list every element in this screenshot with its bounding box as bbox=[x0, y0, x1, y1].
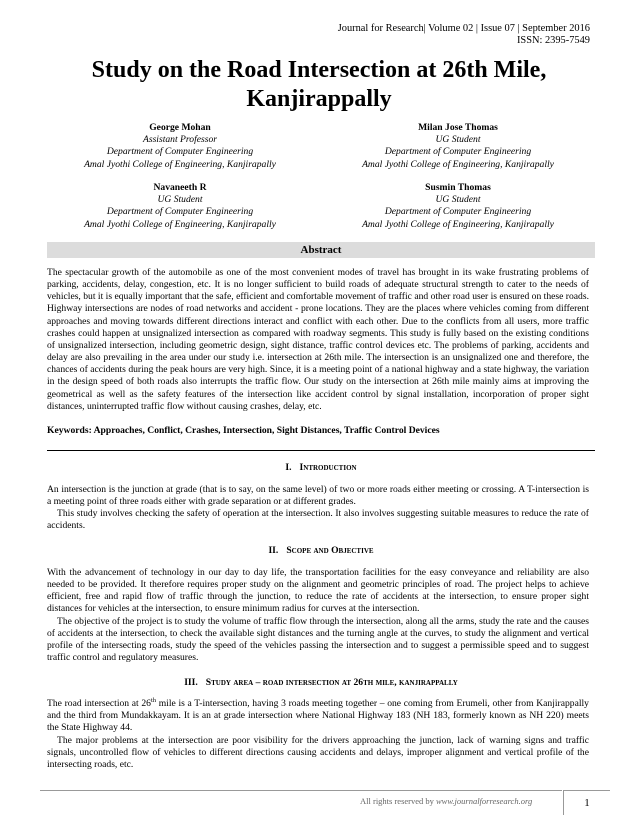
author-college: Amal Jyothi College of Engineering, Kanjirapally bbox=[84, 218, 276, 230]
footer-text: All rights reserved by bbox=[360, 796, 437, 806]
divider bbox=[47, 450, 595, 451]
keywords: Keywords: Approaches, Conflict, Crashes, Intersection, Sight Distances, Traffic Control Devices bbox=[47, 425, 440, 436]
section-heading bbox=[47, 545, 595, 557]
section-title: Introduction bbox=[299, 462, 357, 473]
author-dept: Department of Computer Engineering bbox=[384, 206, 532, 218]
author-name: Susmin Thomas bbox=[425, 182, 491, 193]
paragraph-text: mile is a T-intersection, having 3 roads meeting together – one coming from Erumeli, other from Kanjirappally and the third from Mundakkayam. It is an at grade intersection where National Highway 183 (NH 183, formerly known as NH 220) meets the State Highway 44. bbox=[47, 698, 589, 734]
author-name: Navaneeth R bbox=[153, 182, 207, 193]
author-role: Assistant Professor bbox=[142, 134, 217, 146]
section-number: III. bbox=[184, 677, 198, 688]
author-role: UG Student bbox=[435, 134, 481, 146]
author-role: UG Student bbox=[435, 194, 481, 206]
author-block bbox=[308, 122, 608, 171]
paragraph: With the advancement of technology in our day to day life, the transportation facilities for the easy conveyance and reliability are also needed to be provided. It therefore requires proper study on the alignment and geometric principles of road. The project helps to achieve efficient, free and rapid flow of traffic through the junction, to reduce the rate of accidents at the intersection, to ensure proper sight distances for vehicles at the intersection, to ensure minimum radius for curves at the intersection. bbox=[47, 567, 589, 615]
author-college: Amal Jyothi College of Engineering, Kanjirapally bbox=[84, 158, 276, 170]
author-block bbox=[30, 122, 330, 171]
footer-website-link[interactable]: www.journalforresearch.org bbox=[436, 796, 533, 806]
issn: ISSN: 2395-7549 bbox=[516, 35, 590, 46]
abstract-heading: Abstract bbox=[47, 242, 595, 258]
journal-header bbox=[338, 23, 590, 47]
section-heading bbox=[47, 462, 595, 474]
paragraph bbox=[47, 698, 589, 734]
author-role: UG Student bbox=[157, 194, 203, 206]
page-number: 1 bbox=[563, 790, 610, 815]
paragraph: The objective of the project is to study the volume of traffic flow through the intersection, along all the arms, study the rate and the causes of accidents at the intersection, to check the available sight distances and the turning angle at the curves, to study the alignment and vertical profile of the intersecting roads, study the speed of the vehicles passing the intersection and to suggest a permissible speed and to suggest traffic control and regulatory measures. bbox=[47, 616, 589, 664]
abstract-text: The spectacular growth of the automobile as one of the most convenient modes of travel has brought in its wake frustrating problems of parking, accidents, delay, congestion, etc. It is no longer sufficient to build roads of adequate structural strength to cater to the needs of vehicles, but it is equally important that the safe, efficient and comfortable movement of traffic and other road user is ensured on these roads. Highway intersections are nodes of road networks and accident - prone locations. They are the places where vehicles coming from different approaches and moving towards different directions interact and conflict with each other. Due to the conflicts from all users, more traffic crashes could happen at unsignalized intersection as compared with roadway segments. This study is fully based on the existing conditions of unsignalized intersection, including geometric design, sight distance, traffic control devices etc. The problems of parking, accidents and delay are also prevailing in the area under our study i.e. intersection at 26th mile. The intersection is an unsignalized one and therefore, the chances of accidents during the peak hours are very high. Since, it is a meeting point of a national highway and a state highway, the variation in the design speed of both roads also interrupts the traffic flow. Our study on the intersection at 26th mile mainly aims at improving the geometrical as well as the safety features of the intersection like accident control by signal installation, incorporation of proper sight distances, uninterrupted traffic flow without causing crashes, delay, etc. bbox=[47, 267, 589, 412]
author-dept: Department of Computer Engineering bbox=[106, 146, 254, 158]
author-dept: Department of Computer Engineering bbox=[106, 206, 254, 218]
section-title: Study area – road intersection at 26th mile, kanjirappally bbox=[205, 677, 458, 688]
author-name: George Mohan bbox=[149, 122, 211, 133]
footer-copyright bbox=[360, 796, 532, 807]
paper-title: Study on the Road Intersection at 26th Mile, Kanjirappally bbox=[91, 57, 547, 112]
paragraph: An intersection is the junction at grade (that is to say, on the same level) of two or more roads either meeting or crossing. A T-intersection is a meeting point of three roads either with grade separation or at different grades. bbox=[47, 484, 589, 508]
section-title: Scope and Objective bbox=[286, 545, 374, 556]
journal-info: Journal for Research| Volume 02 | Issue 07 | September 2016 bbox=[337, 23, 590, 34]
paragraph: The major problems at the intersection are poor visibility for the drivers approaching the junction, lack of warning signs and traffic signals, uncontrolled flow of vehicles to different directions causing accidents and delays, improper alignment and vertical profile of the intersecting roads, etc. bbox=[47, 735, 589, 771]
section-number: I. bbox=[285, 462, 292, 473]
author-college: Amal Jyothi College of Engineering, Kanjirapally bbox=[362, 158, 554, 170]
author-dept: Department of Computer Engineering bbox=[384, 146, 532, 158]
paragraph-text: The road intersection at 26 bbox=[47, 698, 151, 709]
author-name: Milan Jose Thomas bbox=[418, 122, 498, 133]
author-block bbox=[30, 182, 330, 231]
paragraph: This study involves checking the safety of operation at the intersection. It also involves suggesting suitable measures to reduce the rate of accidents. bbox=[47, 508, 589, 532]
section-number: II. bbox=[268, 545, 279, 556]
author-college: Amal Jyothi College of Engineering, Kanjirapally bbox=[362, 218, 554, 230]
section-heading bbox=[47, 677, 595, 689]
author-block bbox=[308, 182, 608, 231]
footer-divider bbox=[40, 790, 562, 791]
superscript: th bbox=[150, 696, 157, 704]
